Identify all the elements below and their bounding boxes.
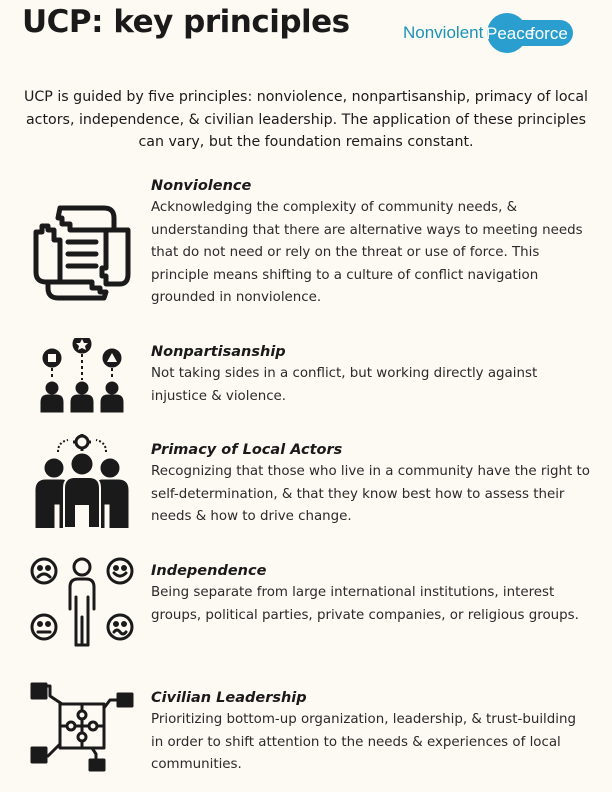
principle-text: Recognizing that those who live in a community have the right to self-determination, & that they know best how to assess their needs & how to drive change. — [151, 464, 590, 524]
logo-word-peace: Peace — [486, 24, 535, 43]
stacked-hands-icon — [30, 202, 134, 302]
principle-text: Acknowledging the complexity of community needs, & understanding that there are alternative ways to meeting needs that do not need or rely on the threat or use of force. This principle means shifting to a culture of conflict navigation grounded in nonviolence. — [151, 200, 583, 305]
principle-text: Not taking sides in a conflict, but working directly against injustice & violence. — [151, 366, 538, 404]
intro-paragraph: UCP is guided by five principles: nonviolence, nonpartisanship, primacy of local actors, independence, & civilian leadership. The application of these principles can vary, but the foundation remains constant. — [23, 89, 588, 150]
three-people-choices-icon — [30, 338, 134, 414]
principle-heading: Independence — [151, 563, 267, 579]
logo-word-force: force — [530, 24, 569, 43]
logo-badge — [486, 12, 612, 54]
principle-heading: Primacy of Local Actors — [151, 442, 343, 458]
principle-heading: Civilian Leadership — [151, 690, 307, 706]
principle-text: Being separate from large international institutions, interest groups, political parties, private companies, or religious groups. — [151, 585, 579, 623]
group-with-gear-icon — [30, 434, 134, 528]
nonviolent-peaceforce-logo — [403, 14, 612, 52]
logo-word-nonviolent: Nonviolent — [403, 23, 484, 42]
person-with-emotions-icon — [30, 557, 134, 647]
hands-puzzle-icon — [30, 682, 134, 772]
principle-heading: Nonpartisanship — [151, 344, 286, 360]
principle-heading: Nonviolence — [151, 178, 252, 194]
page-title: UCP: key principles — [22, 4, 350, 40]
principle-text: Prioritizing bottom-up organization, leadership, & trust-building in order to shift attention to the needs & experiences of local communities. — [151, 712, 576, 772]
